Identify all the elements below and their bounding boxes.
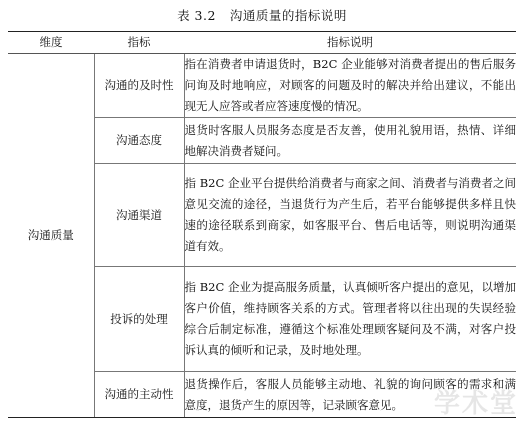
table-header-row: [8, 32, 516, 54]
indicator-cell: 投诉的处理: [94, 267, 184, 372]
description-cell: 退货时客服人员服务态度是否友善，使用礼貌用语，热情、详细地解决消费者疑问。: [184, 118, 516, 164]
indicator-cell: 沟通的及时性: [94, 54, 184, 118]
dimension-cell: 沟通质量: [8, 54, 94, 418]
indicator-cell: 沟通的主动性: [94, 372, 184, 418]
indicator-cell: 沟通态度: [94, 118, 184, 164]
description-cell: 指 B2C 企业平台提供给消费者与商家之间、消费者与消费者之间意见交流的途径，当退货行为产生后，若平台能够提供多样且快速的途径联系到商家，如客服平台、售后电话等，则说明沟通渠道有效。: [184, 164, 516, 267]
description-cell: 指在消费者申请退货时，B2C 企业能够对消费者提出的售后服务问询及时地响应，对顾客的问题及时的解决并给出建议，不能出现无人应答或者应答速度慢的情况。: [184, 54, 516, 118]
watermark: 学术堂: [433, 389, 518, 419]
description-cell: 指 B2C 企业为提高服务质量，认真倾听客户提出的意见，以增加客户价值，维持顾客关系的方式。管理者将以往出现的失误经验综合后制定标准，遵循这个标准处理顾客疑问及不满，对客户投诉认真的倾听和记录，及时地处理。: [184, 267, 516, 372]
header-indicator: 指标: [94, 32, 184, 54]
indicator-cell: 沟通渠道: [94, 164, 184, 267]
header-description: 指标说明: [184, 32, 516, 54]
description-cell: 退货操作后，客服人员能够主动地、礼貌的询问顾客的需求和满意度，退货产生的原因等，记录顾客意见。: [184, 372, 516, 418]
table-title: 沟通质量的指标说明: [229, 8, 347, 23]
table-row: [8, 54, 516, 118]
header-dimension: 维度: [8, 32, 94, 54]
table-caption: [0, 6, 524, 24]
table-number: 表 3.2: [177, 8, 216, 23]
indicator-table: [8, 31, 516, 418]
